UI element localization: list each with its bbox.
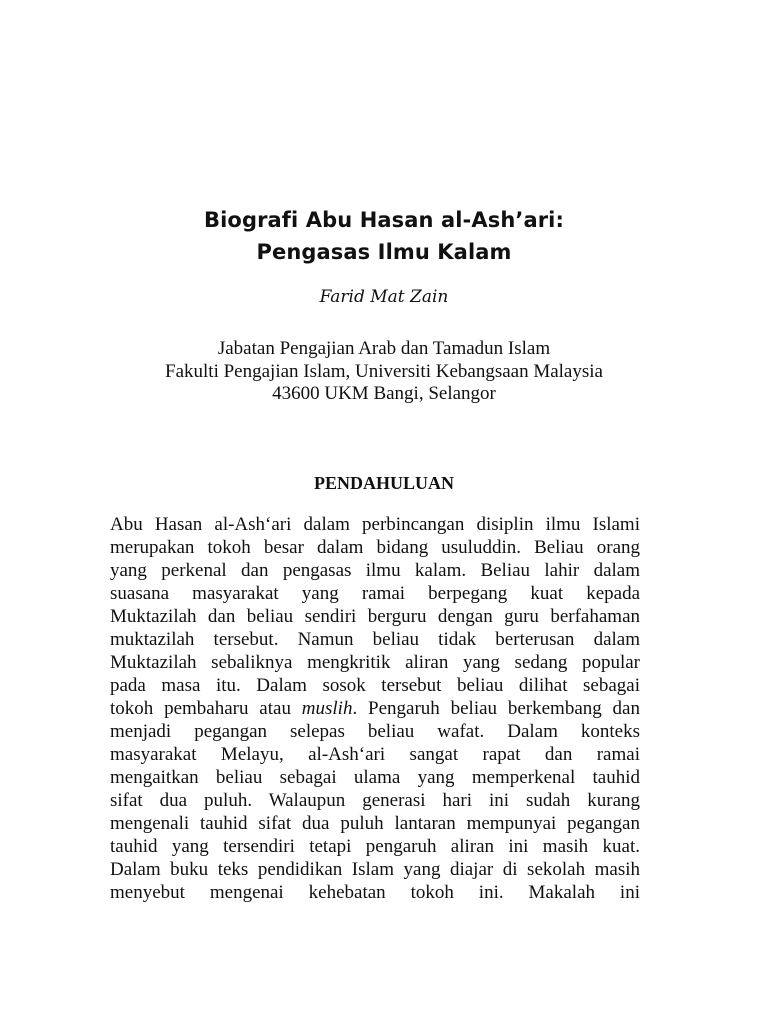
- body-line: mengenali tauhid sifat dua puluh lantaran mempunyai pegangan: [110, 813, 640, 834]
- paper-title: [0, 204, 768, 268]
- body-text-segment: tokoh pembaharu atau: [110, 698, 302, 719]
- body-line-with-italic: [110, 697, 640, 720]
- body-line: sifat dua puluh. Walaupun generasi hari ini sudah kurang: [110, 790, 640, 811]
- affiliation-line-1: Jabatan Pengajian Arab dan Tamadun Islam: [217, 338, 551, 359]
- section-heading: PENDAHULUAN: [313, 473, 454, 493]
- body-line: menjadi pegangan selepas beliau wafat. Dalam konteks: [110, 721, 640, 742]
- body-line: masyarakat Melayu, al-Ash‘ari sangat rapat dan ramai: [110, 744, 640, 765]
- body-line: yang perkenal dan pengasas ilmu kalam. Beliau lahir dalam: [110, 560, 640, 581]
- body-line: Muktazilah sebaliknya mengkritik aliran yang sedang popular: [110, 652, 640, 673]
- affiliation-line-2: Fakulti Pengajian Islam, Universiti Kebangsaan Malaysia: [165, 360, 603, 382]
- body-line: tauhid yang tersendiri tetapi pengaruh aliran ini masih kuat.: [110, 836, 640, 857]
- body-paragraph: [110, 513, 640, 904]
- body-line: merupakan tokoh besar dalam bidang usuluddin. Beliau orang: [110, 537, 640, 558]
- body-line: pada masa itu. Dalam sosok tersebut beliau dilihat sebagai: [110, 675, 640, 696]
- body-line: suasana masyarakat yang ramai berpegang kuat kepada: [110, 583, 640, 604]
- author-name: Farid Mat Zain: [319, 287, 449, 307]
- body-line: Muktazilah dan beliau sendiri berguru dengan guru berfahaman: [110, 606, 640, 627]
- affiliation: [0, 338, 768, 406]
- body-line: Abu Hasan al-Ash‘ari dalam perbincangan disiplin ilmu Islami: [110, 514, 640, 535]
- title-line-2: Pengasas Ilmu Kalam: [256, 240, 512, 264]
- body-line: menyebut mengenai kehebatan tokoh ini. Makalah ini: [110, 882, 640, 903]
- title-line-1: Biografi Abu Hasan al-Ash’ari:: [204, 208, 564, 232]
- body-line: mengaitkan beliau sebagai ulama yang memperkenal tauhid: [110, 767, 640, 788]
- italic-term: muslih: [301, 698, 353, 719]
- body-line: muktazilah tersebut. Namun beliau tidak berterusan dalam: [110, 629, 640, 650]
- affiliation-line-3: 43600 UKM Bangi, Selangor: [272, 383, 496, 404]
- body-text-segment: . Pengaruh beliau berkembang dan: [352, 698, 640, 719]
- body-line: Dalam buku teks pendidikan Islam yang diajar di sekolah masih: [110, 859, 640, 880]
